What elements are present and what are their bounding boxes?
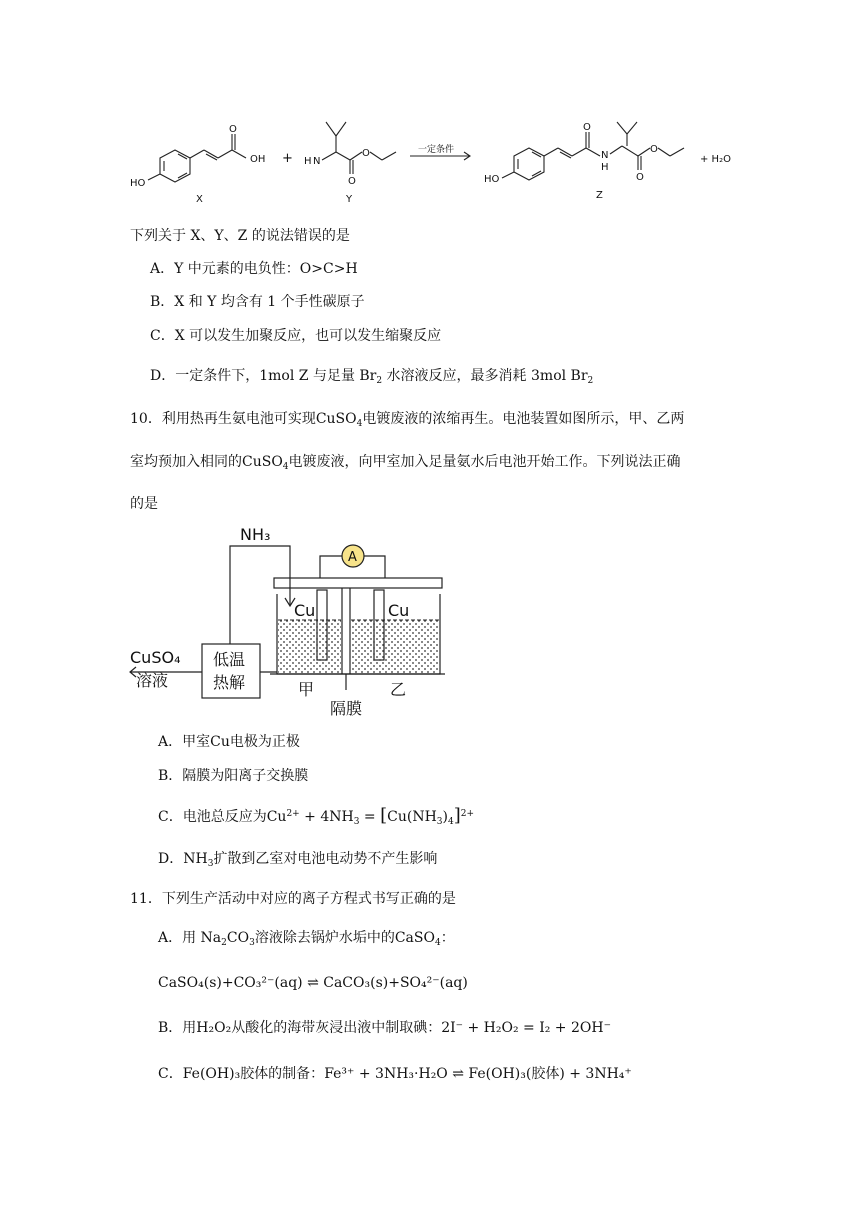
arrow-condition: 一定条件 [418,145,455,155]
q10-option-a: A．甲室Cu电极为正极 [158,734,300,750]
y-n: N [313,156,321,167]
z-ester-o: O [650,144,658,155]
q10-option-d: D．$NH_3$扩散到乙室对电池电动势不产生影响 [158,851,438,869]
cu-left-label: Cu [294,601,316,620]
cuso4-label: CuSO₄ [130,648,181,667]
q10-option-c: C．电池总反应为$Cu^{2+} + 4NH_3 = [Cu(NH_3)_4]^{2+}$ [158,805,475,827]
solution-label: 溶液 [136,671,169,690]
box-line-1: 低温 [213,650,246,669]
q11-option-b: B．用H₂O₂从酸化的海带灰浸出液中制取碘：2I⁻ + H₂O₂ = I₂ + 2OH⁻ [158,1020,611,1036]
q9-option-b: B．X 和 Y 均含有 1 个手性碳原子 [150,294,365,310]
membrane-label: 隔膜 [330,699,363,718]
q9-option-c: C．X 可以发生加聚反应，也可以发生缩聚反应 [150,328,442,344]
q9-stem: 下列关于 X、Y、Z 的说法错误的是 [130,228,350,244]
yi-label: 乙 [390,680,407,699]
q10-line-1: 10．利用热再生氨电池可实现CuSO$_4$电镀废液的浓缩再生。电池装置如图所示，甲、乙两 [130,411,685,429]
x-carbonyl-o: O [229,124,237,135]
q11-option-c: C．Fe(OH)₃胶体的制备：Fe³⁺ + 3NH₃·H₂O ⇌ Fe(OH)₃(胶体) + 3NH₄⁺ [158,1066,632,1082]
y-label: Y [346,194,353,205]
z-ester-carbonyl-o: O [636,172,644,183]
ammeter-label: A [348,550,357,565]
z-label: Z [596,190,603,201]
z-n: N [601,150,609,161]
z-ho: HO [484,174,500,185]
q11-option-a-equation: CaSO₄(s)+CO₃²⁻(aq) ⇌ CaCO₃(s)+SO₄²⁻(aq) [158,975,468,991]
q10-option-b: B．隔膜为阳离子交换膜 [158,768,309,784]
reaction-scheme [120,110,740,210]
q9-option-d: D．一定条件下，1mol Z 与足量 $Br_2$ 水溶液反应，最多消耗 3mol $Br_2$ [150,368,594,386]
y-carbonyl-o: O [348,176,356,187]
y-ester-o: O [362,148,370,159]
plus-sign: + [282,151,293,166]
x-ho: HO [130,178,146,189]
q11-option-a: A．用 $Na_2CO_3$溶液除去锅炉水垢中的CaSO$_4$： [158,930,455,948]
q9-option-a: A．Y 中元素的电负性：O>C>H [150,261,358,277]
cu-right-label: Cu [388,601,410,620]
y-h2: H [304,156,312,167]
z-amide-o: O [583,122,591,133]
q10-line-3: 的是 [130,496,158,512]
battery-diagram [120,520,450,720]
q10-line-2: 室均预加入相同的CuSO$_4$电镀废液，向甲室加入足量氨水后电池开始工作。下列说法正确 [130,454,681,472]
q11-stem: 11．下列生产活动中对应的离子方程式书写正确的是 [130,891,456,907]
x-oh: OH [250,154,266,165]
z-h: H [601,162,609,173]
plus-water: + H₂O [700,154,731,165]
x-label: X [196,194,203,205]
jia-label: 甲 [298,680,315,699]
nh3-label: NH₃ [240,525,271,544]
box-line-2: 热解 [213,673,246,692]
